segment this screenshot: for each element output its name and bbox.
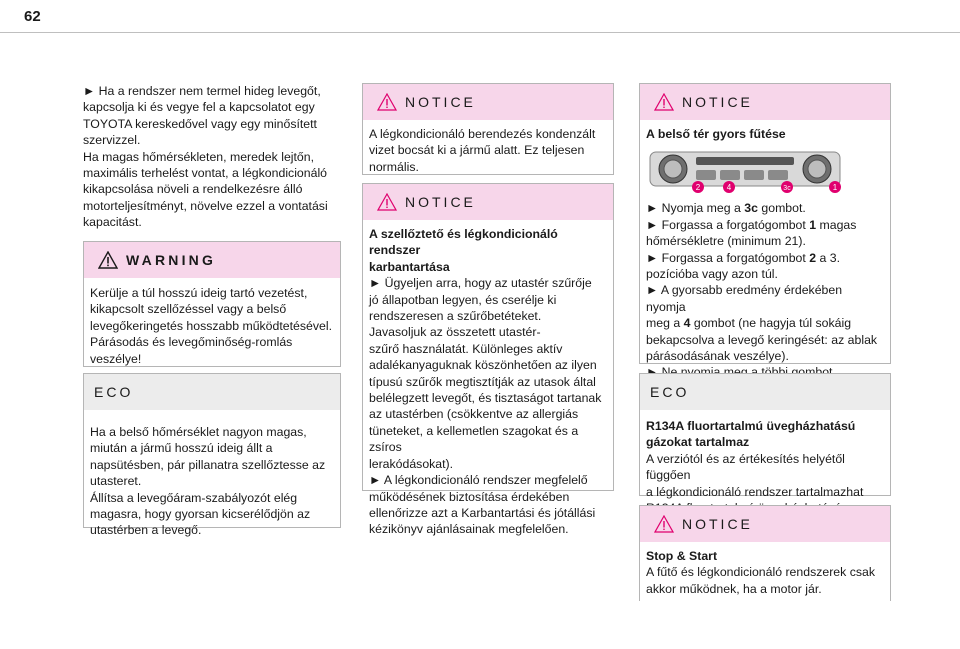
- notice-box-maintenance: [362, 183, 614, 537]
- eco-box-r134a: [639, 373, 891, 499]
- text-fragment: 1: [809, 217, 817, 232]
- text-line: adalékanyaguknak köszönhetően az ilyen: [369, 358, 597, 373]
- intro-text: [83, 83, 343, 231]
- text-line: utasteret.: [90, 474, 142, 489]
- text-line: Ha magas hőmérsékleten, meredek lejtőn,: [83, 149, 315, 164]
- text-line: a légkondicionáló rendszer tartalmazhat: [646, 484, 864, 499]
- text-line: működésének biztosítása érdekében: [369, 489, 570, 504]
- eco-header: [640, 374, 890, 410]
- callout-label: 2: [695, 183, 701, 193]
- climate-panel-illustration: [646, 148, 884, 194]
- notice-triangle-icon: [377, 93, 397, 111]
- text-line: kapacitást.: [83, 215, 142, 230]
- text-line: kézikönyv ajánlásainak megfelelően.: [369, 522, 569, 537]
- text-line: bekapcsolva a levegő keringését: az ablak: [646, 332, 878, 347]
- text-line: miután a jármű hosszú ideig állt a: [90, 441, 273, 456]
- notice-triangle-icon: [654, 93, 674, 111]
- text-line: ► A légkondicionáló rendszer megfelelő: [369, 473, 588, 488]
- notice-box-stop-start: [639, 505, 891, 601]
- step-line: [646, 315, 884, 331]
- eco-header: [84, 374, 340, 410]
- text-line: A légkondicionáló berendezés kondenzált: [369, 127, 596, 141]
- text-line: ► Ha a rendszer nem termel hideg levegőt,: [83, 84, 321, 98]
- text-fragment: 4: [683, 316, 691, 331]
- notice-box-condensate: [362, 83, 614, 175]
- text-line: kikapcsolt szellőzéssel vagy a belső: [90, 302, 287, 317]
- section-heading: A belső tér gyors fűtése: [646, 127, 786, 141]
- notice-title: NOTICE: [682, 516, 753, 532]
- section-heading: Stop & Start: [646, 549, 718, 563]
- text-line: Állítsa a levegőáram-szabályozót elég: [90, 490, 298, 505]
- warning-box: [83, 241, 341, 367]
- text-fragment: 2: [809, 250, 817, 265]
- text-line: vizet bocsát ki a jármű alatt. Ez teljesen: [369, 143, 585, 158]
- notice-title: NOTICE: [405, 194, 476, 210]
- eco-title: ECO: [94, 384, 134, 400]
- text-line: típusú szűrők megtisztítják az utasok által: [369, 374, 596, 389]
- text-fragment: ► Forgassa a forgatógombot: [646, 217, 810, 232]
- notice-header: [363, 84, 613, 120]
- notice-box-heating: [639, 83, 891, 364]
- section-heading: A szellőztető és légkondicionáló rendszer: [369, 227, 558, 258]
- text-fragment: magas: [816, 217, 857, 232]
- text-line: magasra, hogy gyorsan kicserélődjön az: [90, 507, 311, 522]
- warning-title: WARNING: [126, 252, 217, 268]
- text-line: ► Ügyeljen arra, hogy az utastér szűrője: [369, 276, 592, 291]
- eco-title: ECO: [650, 384, 690, 400]
- text-line: napsütésben, pár pillanatra szellőztesse az: [90, 457, 326, 472]
- text-line: tüneteket, a kellemetlen szagokat és a zsíros: [369, 423, 579, 455]
- text-line: levegőkeringetés hosszabb működtetésével.: [90, 318, 332, 333]
- section-heading: karbantartása: [369, 259, 450, 274]
- text-line: szűrő használatát. Különleges aktív: [369, 341, 563, 356]
- text-line: A verziótól és az értékesítés helyétől függően: [646, 451, 845, 483]
- text-line: jó állapotban legyen, és cserélje ki: [369, 292, 557, 307]
- text-line: Kerülje a túl hosszú ideig tartó vezetést,: [90, 286, 308, 300]
- section-heading: R134A fluortartalmú üvegházhatású: [646, 419, 856, 433]
- notice-title: NOTICE: [405, 94, 476, 110]
- notice-title: NOTICE: [682, 94, 753, 110]
- text-line: Ha a belső hőmérséklet nagyon magas,: [90, 425, 307, 439]
- text-line: belélegzett levegőt, és tisztaságot tartanak: [369, 391, 602, 406]
- text-line: utastérben a levegő.: [90, 523, 202, 538]
- text-fragment: 3c: [744, 201, 758, 216]
- notice-triangle-icon: [377, 193, 397, 211]
- text-line: akkor működnek, ha a motor jár.: [646, 581, 822, 596]
- text-line: maximális terhelést vontat, a légkondicionáló: [83, 166, 328, 181]
- step-line: [646, 217, 884, 233]
- section-heading: gázokat tartalmaz: [646, 435, 750, 450]
- text-line: lerakódásokat).: [369, 456, 454, 471]
- text-line: Javasoljuk az összetett utastér-: [369, 325, 541, 340]
- warning-triangle-icon: [98, 251, 118, 269]
- text-fragment: meg a: [646, 316, 684, 331]
- warning-header: [84, 242, 340, 278]
- step-line: [646, 200, 884, 216]
- text-line: párásodásának veszélye).: [646, 349, 789, 364]
- text-line: szervizzel.: [83, 133, 141, 148]
- top-rule: [0, 32, 960, 33]
- text-line: A fűtő és légkondicionáló rendszerek csak: [646, 565, 875, 580]
- text-line: kapcsolja ki és vegye fel a kapcsolatot egy: [83, 100, 315, 115]
- text-line: az utastérben (csökkentve az allergiás: [369, 407, 579, 422]
- text-line: hőmérsékletre (minimum 21).: [646, 234, 806, 249]
- text-fragment: gombot.: [757, 201, 806, 216]
- notice-header: [363, 184, 613, 220]
- text-fragment: ► Forgassa a forgatógombot: [646, 250, 810, 265]
- text-line: veszélye!: [90, 351, 142, 366]
- text-line: Párásodás és levegőminőség-romlás: [90, 335, 293, 350]
- eco-box: [83, 373, 341, 538]
- callout-label: 1: [832, 183, 838, 193]
- callout-label: 3c: [783, 185, 791, 193]
- text-fragment: a 3.: [816, 250, 841, 265]
- notice-header: [640, 84, 890, 120]
- climate-panel-image: [646, 148, 886, 198]
- callout-label: 4: [726, 183, 732, 193]
- text-line: kikapcsolása növeli a rendelkezésre álló: [83, 182, 303, 197]
- page-number: 62: [24, 8, 41, 25]
- text-line: normális.: [369, 159, 419, 174]
- notice-header: [640, 506, 890, 542]
- notice-triangle-icon: [654, 515, 674, 533]
- text-fragment: ► Nyomja meg a: [646, 201, 745, 216]
- text-line: pozícióba vagy azon túl.: [646, 267, 778, 282]
- step-line: [646, 250, 884, 266]
- text-line: rendszeresen a szűrőbetéteket.: [369, 309, 542, 324]
- text-fragment: gombot (ne hagyja túl sokáig: [690, 316, 852, 331]
- text-line: ellenőrizze azt a Karbantartási és jótállási: [369, 505, 596, 520]
- text-line: ► A gyorsabb eredmény érdekében nyomja: [646, 283, 843, 314]
- text-line: motorteljesítményt, növelve ezzel a vontatási: [83, 198, 328, 213]
- text-line: TOYOTA kereskedővel vagy egy minősített: [83, 116, 317, 131]
